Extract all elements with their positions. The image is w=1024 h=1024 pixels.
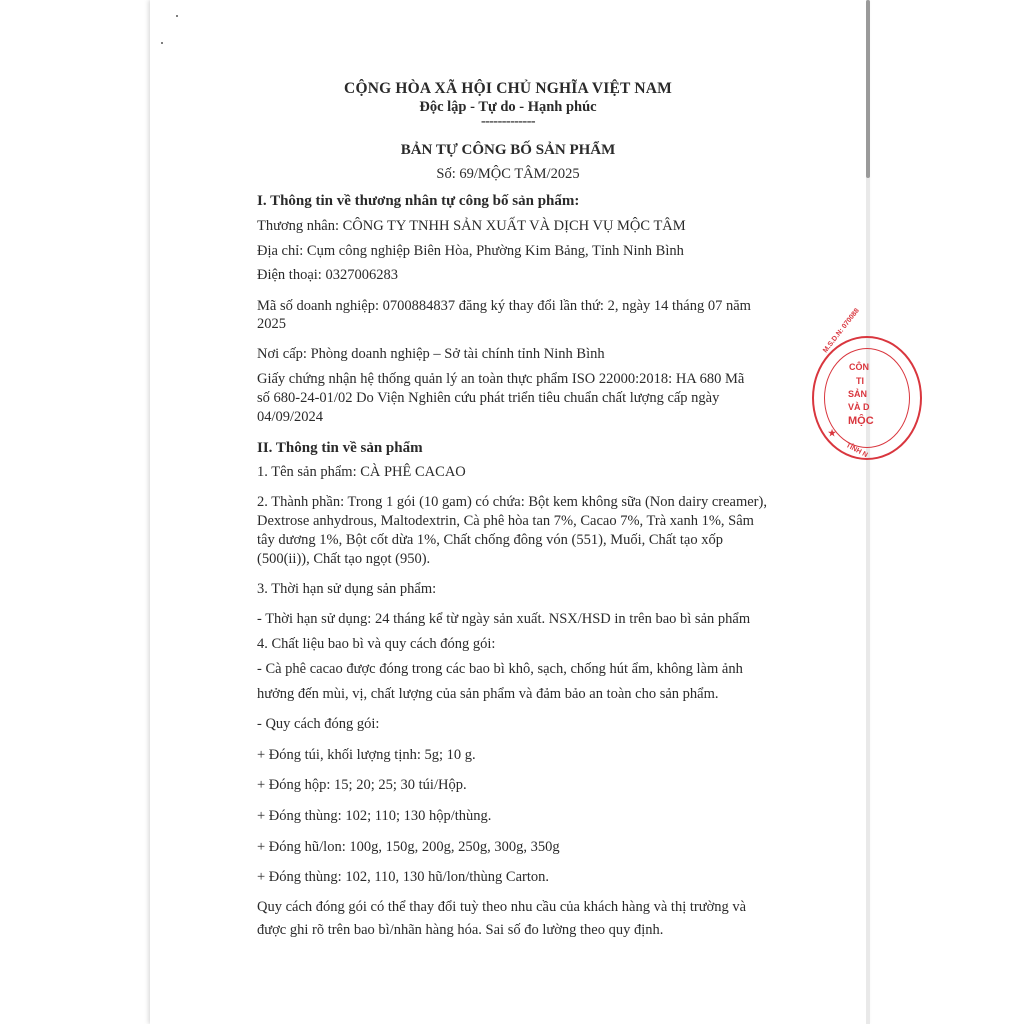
ingredients-line-4: (500(ii)), Chất tạo ngọt (950).: [257, 551, 431, 567]
motto: Độc lập - Tự do - Hạnh phúc: [419, 99, 597, 115]
ingredients-line-2: Dextrose anhydrous, Maltodextrin, Cà phê hòa tan 7%, Cacao 7%, Trà xanh 1%, Sâm: [257, 513, 754, 529]
spec-item: + Đóng hũ/lon: 100g, 150g, 200g, 250g, 300g, 350g: [257, 839, 560, 855]
cert-line-1: Giấy chứng nhận hệ thống quản lý an toàn thực phẩm ISO 22000:2018: HA 680 Mã: [257, 371, 745, 387]
header-divider: -------------: [480, 114, 536, 129]
scan-speck: [176, 15, 178, 17]
document-title: BẢN TỰ CÔNG BỐ SẢN PHẨM: [400, 142, 616, 158]
address-line: Địa chỉ: Cụm công nghiệp Biên Hòa, Phường Kim Bảng, Tỉnh Ninh Bình: [257, 243, 684, 259]
product-name-line: 1. Tên sản phẩm: CÀ PHÊ CACAO: [257, 464, 466, 480]
merchant-line: Thương nhân: CÔNG TY TNHH SẢN XUẤT VÀ DỊCH VỤ MỘC TÂM: [257, 218, 686, 234]
cert-line-3: 04/09/2024: [257, 409, 324, 425]
section2-heading: II. Thông tin về sản phẩm: [257, 440, 423, 456]
spec-item: + Đóng hộp: 15; 20; 25; 30 túi/Hộp.: [257, 777, 467, 793]
spec-item: + Đóng thùng: 102; 110; 130 hộp/thùng.: [257, 808, 492, 824]
seal-bottom-text: TỈNH N: [844, 442, 869, 460]
ingredients-line-3: tây dương 1%, Bột cốt dừa 1%, Chất chống đông vón (551), Muối, Chất tạo xốp: [257, 532, 723, 548]
ingredients-line-1: 2. Thành phần: Trong 1 gói (10 gam) có chứa: Bột kem không sữa (Non dairy creamer),: [257, 494, 767, 510]
tax-line-1: Mã số doanh nghiệp: 0700884837 đăng ký thay đổi lần thứ: 2, ngày 14 tháng 07 năm: [257, 298, 751, 314]
note-line-1: Quy cách đóng gói có thể thay đổi tuỳ theo nhu cầu của khách hàng và thị trường và: [257, 899, 747, 915]
packaging-heading: 4. Chất liệu bao bì và quy cách đóng gói:: [257, 636, 496, 652]
seal-text: MỘC: [848, 415, 874, 427]
packaging-line-2: hưởng đến mùi, vị, chất lượng của sản phẩm và đảm bảo an toàn cho sản phẩm.: [257, 686, 719, 702]
document-number: Số: 69/MỘC TÂM/2025: [436, 166, 580, 182]
spec-heading: - Quy cách đóng gói:: [257, 716, 380, 732]
scrollbar-thumb[interactable]: [866, 0, 870, 178]
spec-item: + Đóng túi, khối lượng tịnh: 5g; 10 g.: [257, 747, 476, 763]
seal-text: VÀ D: [848, 402, 870, 412]
scan-speck: [161, 42, 163, 44]
shelf-life-detail: - Thời hạn sử dụng: 24 tháng kể từ ngày sản xuất. NSX/HSD in trên bao bì sản phẩm: [257, 611, 751, 627]
packaging-line-1: - Cà phê cacao được đóng trong các bao bì khô, sạch, chống hút ẩm, không làm ảnh: [257, 661, 743, 677]
seal-text: SẢN: [848, 389, 868, 399]
shelf-life-heading: 3. Thời hạn sử dụng sản phẩm:: [257, 581, 437, 597]
note-line-2: được ghi rõ trên bao bì/nhãn hàng hóa. Sai số đo lường theo quy định.: [257, 922, 664, 938]
section1-heading: I. Thông tin về thương nhân tự công bố sản phẩm:: [257, 193, 580, 209]
company-seal-stamp: [812, 307, 874, 466]
spec-item: + Đóng thùng: 102, 110, 130 hũ/lon/thùng Carton.: [257, 869, 549, 885]
seal-star-icon: ★: [828, 428, 837, 438]
tax-line-2: 2025: [257, 316, 286, 332]
seal-text: CÔN: [849, 362, 869, 372]
phone-line: Điện thoại: 0327006283: [257, 267, 398, 283]
seal-ring-text: M.S.D.N: 070088: [822, 307, 861, 355]
country-heading: CỘNG HÒA XÃ HỘI CHỦ NGHĨA VIỆT NAM: [344, 80, 672, 97]
issued-by-line: Nơi cấp: Phòng doanh nghiệp – Sở tài chính tỉnh Ninh Bình: [257, 346, 605, 362]
cert-line-2: số 680-24-01/02 Do Viện Nghiên cứu phát triển tiêu chuẩn chất lượng cấp ngày: [257, 390, 720, 406]
seal-text: TI: [856, 376, 864, 386]
